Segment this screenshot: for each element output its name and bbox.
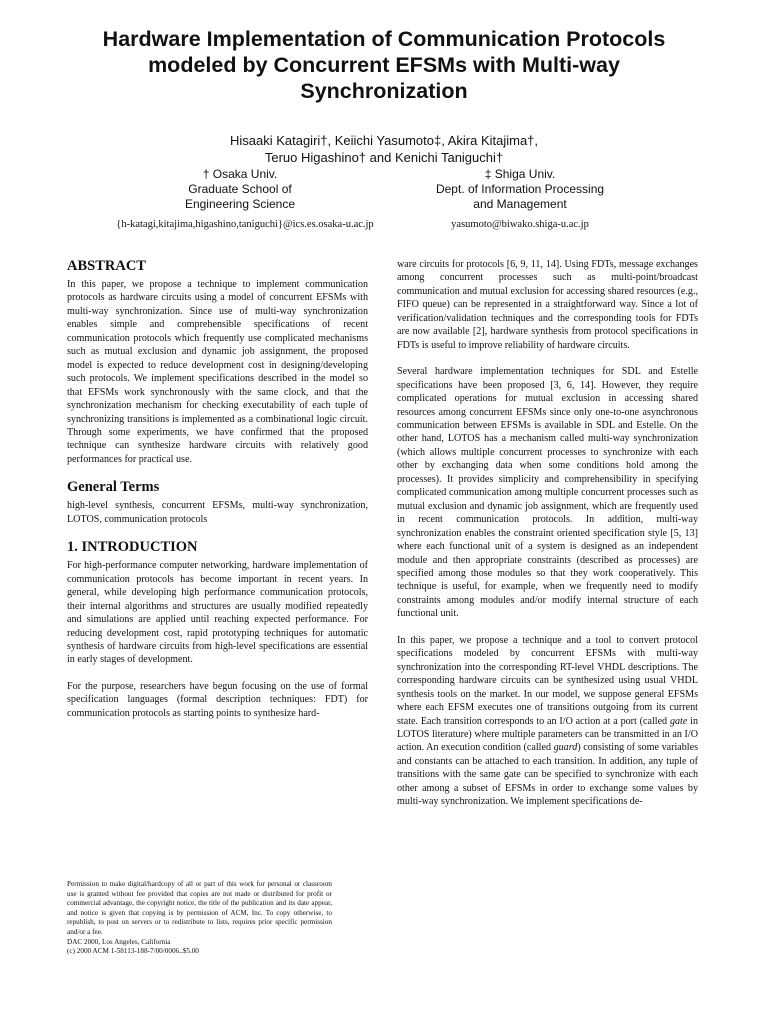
body-paragraph-2: Several hardware implementation techniques for SDL and Estelle specifications have been proposed [3, 6, 14]. However, they require complicated operations for mutual exclusion in accessing shared resources among concurrent EFSMs since only one-to-one asynchronous communication between EFSMs is available in SDL and Estelle. On the other hand, LOTOS has a mechanism called multi-way synchronization (which allows multiple concurrent processes to synchronize with each other by exchanging data when some conditions hold among the processes). It provides simplicity and comprehensibility in specifying complicated communication among multiple concurrent processes such as mutual exclusion and dynamic job assignment, which are frequently used in recent communication protocols. In addition, multi-way synchronization enables the constraint oriented specification style [5, 13] where each functional unit of a system is designed as an independent module and then appropriate constraints (described as processes) are specified among those modules so that they work cooperatively. This technique is useful, for example, when we frequently need to modify constraints among modules and/or modify internal structure of each functional unit. (397, 366, 698, 620)
affiliation-line: Graduate School of (188, 182, 292, 196)
right-column (397, 258, 698, 822)
title-line-2: modeled by Concurrent EFSMs with Multi-way (148, 53, 620, 77)
general-terms-heading: General Terms (67, 479, 160, 496)
body-text-segment: In this paper, we propose a technique and a tool to convert protocol specifications modeled by concurrent EFSMs with multi-way synchronization into the corresponding RT-level VHDL descriptions. The corresponding hardware circuits can be synthesized using usual VHDL synthesis tools on the market. In our model, we suppose general EFSMs where each EFSM executes one of transitions outgoing from its current state. Each transition corresponds to an I/O action at a port (called (397, 634, 698, 727)
affiliation-line: Dept. of Information Processing (435, 182, 605, 196)
email-osaka: {h-katagi,kitajima,higashino,taniguchi}@ics.es.osaka-u.ac.jp (116, 219, 374, 230)
intro-paragraph-1: For high-performance computer networking, hardware implementation of communication protocols has become important in recent years. In general, while developing high performance communication protocols, their internal algorithms and structures are usually modified repeatedly and simulations are applied until reaching expected performance. For reducing development cost, rapid prototyping techniques for automatic synthesis of hardware circuits from high-level specifications are essential in early stages of development. (67, 560, 368, 666)
body-paragraph-1: ware circuits for protocols [6, 9, 11, 14]. Using FDTs, message exchanges among concurrent processes such as multi-point/broadcast communication and mutual exclusion for accessing shared resources (e.g., FIFO queue) can be represented in a straightforward way. Since a lot of verification/validation techniques and the corresponding tools for FDTs are now available [2], hardware synthesis from protocol specifications in FDTs is useful to improve reliability of hardware circuits. (397, 259, 698, 351)
left-column (67, 258, 368, 733)
permission-notice: Permission to make digital/hardcopy of all or part of this work for personal or classroom use is granted without fee provided that copies are not made or distributed for profit or commercial advantage, the copyright notice, the title of the publication and its date appear, and notice is given that copying is by permission of ACM, Inc. To copy otherwise, to republish, to post on servers or to redistribute to lists, requires prior specific permission and/or a fee. (67, 880, 332, 936)
italic-term-gate: gate (669, 715, 688, 727)
intro-paragraph-2: For the purpose, researchers have begun focusing on the use of formal specification languages (formal description techniques: FDT) for communication protocols as starting points to synthesize hard- (67, 680, 368, 719)
authors-line-1: Hisaaki Katagiri†, Keiichi Yasumoto‡, Akira Kitajima†, (229, 133, 539, 148)
abstract-heading: ABSTRACT (67, 258, 146, 274)
affiliation-line: and Management (473, 197, 567, 211)
affiliation-line: † Osaka Univ. (202, 167, 278, 181)
copyright-footnote (67, 880, 332, 957)
abstract-text: In this paper, we propose a technique to implement communication protocols as hardware circuits using a model of concurrent EFSMs with multi-way synchronization. Since use of multi-way synchronization enables simple and comprehensible specifications of recent communication protocols which frequently use complicated mechanisms such as mutual exclusion and dynamic job assignment, the proposed model is expected to reduce development cost in designing/developing such protocols. We implement specifications described in the model so that EFSMs work synchronously with the same clock, and that the synchronization mechanism for checking executability of each tuple of synchronizing transitions is implemented as a combinational logic circuit. Through some experiments, we have confirmed that the proposed technique can synthesize hardware circuits with relatively good performances for practical use. (67, 279, 368, 465)
affiliation-line: Engineering Science (184, 197, 296, 211)
conference-line: DAC 2000, Los Angeles, California (67, 937, 171, 946)
email-shiga: yasumoto@biwako.shiga-u.ac.jp (451, 219, 589, 230)
author-list (40, 132, 728, 166)
affiliation-osaka (90, 167, 390, 212)
paper-title (40, 26, 728, 104)
general-terms-text: high-level synthesis, concurrent EFSMs, multi-way synchronization, LOTOS, communication protocols (67, 500, 368, 525)
title-line-1: Hardware Implementation of Communication Protocols (102, 27, 666, 51)
body-paragraph-3 (397, 634, 698, 809)
italic-term-guard: guard (553, 742, 578, 754)
affiliation-line: ‡ Shiga Univ. (484, 167, 556, 181)
introduction-heading: 1. INTRODUCTION (67, 539, 198, 556)
authors-line-2: Teruo Higashino† and Kenichi Taniguchi† (264, 150, 504, 165)
title-line-3: Synchronization (300, 79, 468, 103)
affiliation-shiga (370, 167, 670, 212)
copyright-line: (c) 2000 ACM 1-58113-188-7/00/0006..$5.00 (67, 947, 199, 956)
body-text-segment: ) consisting of some variables and constants can be attached to each transition. In addition, any tuple of transitions with the same gate can be specified to synchronize with each other among a subset of EFSMs in order to exchange some values by multi-way synchronization. We implement specifications de- (397, 742, 698, 808)
body-text-segment: in LOTOS literature) where multiple parameters can be transmitted in an I/O action. An execution condition (called (397, 715, 699, 754)
